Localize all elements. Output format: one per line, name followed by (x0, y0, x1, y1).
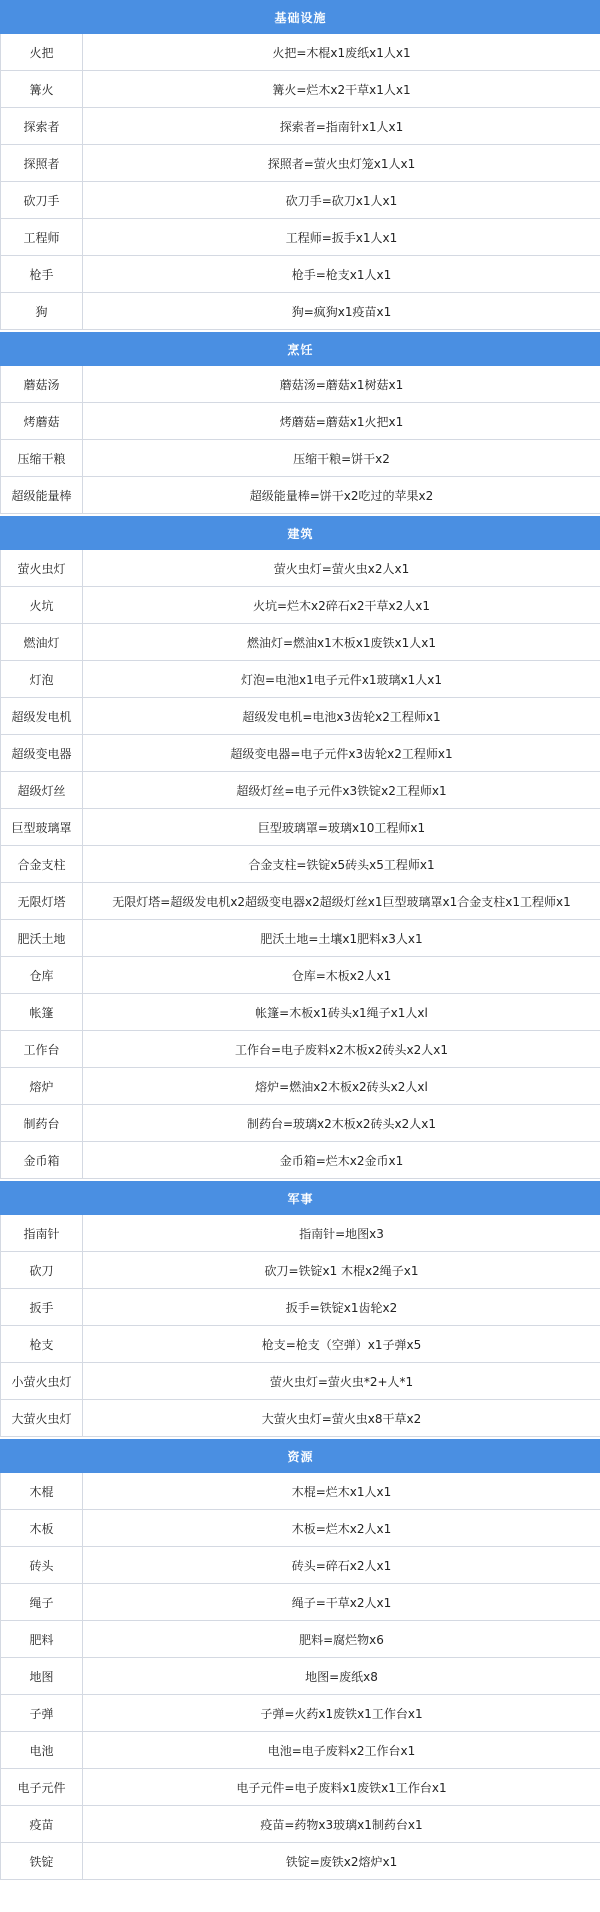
recipe-row (1, 1473, 600, 1510)
recipe-formula-cell: 木板=烂木x2人x1 (83, 1510, 600, 1547)
recipe-formula-cell: 萤火虫灯=萤火虫*2+人*1 (83, 1363, 600, 1400)
item-name-cell: 超级能量棒 (1, 477, 83, 514)
item-name-cell: 砍刀 (1, 1252, 83, 1289)
recipe-row (1, 920, 600, 957)
item-name-cell: 木板 (1, 1510, 83, 1547)
recipe-formula-cell: 狗=疯狗x1疫苗x1 (83, 293, 600, 330)
recipe-formula-cell: 木棍=烂木x1人x1 (83, 1473, 600, 1510)
recipe-row (1, 108, 600, 145)
recipe-row (1, 71, 600, 108)
recipe-formula-cell: 砍刀手=砍刀x1人x1 (83, 182, 600, 219)
recipe-formula-cell: 大萤火虫灯=萤火虫x8干草x2 (83, 1400, 600, 1437)
recipe-formula-cell: 肥料=腐烂物x6 (83, 1621, 600, 1658)
recipe-row (1, 1289, 600, 1326)
recipe-formula-cell: 火坑=烂木x2碎石x2干草x2人x1 (83, 587, 600, 624)
item-name-cell: 火坑 (1, 587, 83, 624)
item-name-cell: 帐篷 (1, 994, 83, 1031)
recipe-row (1, 661, 600, 698)
section-title: 建筑 (1, 517, 600, 550)
recipe-row (1, 182, 600, 219)
section-title: 军事 (1, 1182, 600, 1215)
recipe-row (1, 34, 600, 71)
recipe-row (1, 219, 600, 256)
recipe-table-body (1, 1, 600, 1880)
recipe-formula-cell: 电池=电子废料x2工作台x1 (83, 1732, 600, 1769)
recipe-row (1, 403, 600, 440)
recipe-row (1, 1621, 600, 1658)
item-name-cell: 压缩干粮 (1, 440, 83, 477)
item-name-cell: 探照者 (1, 145, 83, 182)
section-header-row (1, 333, 600, 366)
item-name-cell: 燃油灯 (1, 624, 83, 661)
recipe-row (1, 809, 600, 846)
item-name-cell: 子弹 (1, 1695, 83, 1732)
recipe-formula-cell: 仓库=木板x2人x1 (83, 957, 600, 994)
recipe-row (1, 994, 600, 1031)
item-name-cell: 狗 (1, 293, 83, 330)
item-name-cell: 工程师 (1, 219, 83, 256)
section-title: 资源 (1, 1440, 600, 1473)
recipe-row (1, 957, 600, 994)
recipe-formula-cell: 工程师=扳手x1人x1 (83, 219, 600, 256)
recipe-formula-cell: 超级变电器=电子元件x3齿轮x2工程师x1 (83, 735, 600, 772)
recipe-row (1, 1105, 600, 1142)
recipe-row (1, 1658, 600, 1695)
recipe-row (1, 624, 600, 661)
recipe-row (1, 1068, 600, 1105)
recipe-formula-cell: 砖头=碎石x2人x1 (83, 1547, 600, 1584)
recipe-formula-cell: 指南针=地图x3 (83, 1215, 600, 1252)
item-name-cell: 枪手 (1, 256, 83, 293)
recipe-row (1, 1215, 600, 1252)
recipe-formula-cell: 探照者=萤火虫灯笼x1人x1 (83, 145, 600, 182)
item-name-cell: 工作台 (1, 1031, 83, 1068)
recipe-row (1, 145, 600, 182)
recipe-formula-cell: 疫苗=药物x3玻璃x1制药台x1 (83, 1806, 600, 1843)
recipe-formula-cell: 制药台=玻璃x2木板x2砖头x2人x1 (83, 1105, 600, 1142)
recipe-row (1, 1843, 600, 1880)
item-name-cell: 木棍 (1, 1473, 83, 1510)
section-title: 基础设施 (1, 1, 600, 34)
item-name-cell: 地图 (1, 1658, 83, 1695)
recipe-row (1, 1363, 600, 1400)
recipe-row (1, 846, 600, 883)
section-header-row (1, 1, 600, 34)
item-name-cell: 电子元件 (1, 1769, 83, 1806)
recipe-formula-cell: 子弹=火药x1废铁x1工作台x1 (83, 1695, 600, 1732)
recipe-formula-cell: 压缩干粮=饼干x2 (83, 440, 600, 477)
item-name-cell: 砍刀手 (1, 182, 83, 219)
recipe-formula-cell: 地图=废纸x8 (83, 1658, 600, 1695)
recipe-row (1, 1326, 600, 1363)
item-name-cell: 枪支 (1, 1326, 83, 1363)
recipe-formula-cell: 扳手=铁锭x1齿轮x2 (83, 1289, 600, 1326)
recipe-row (1, 1584, 600, 1621)
recipe-formula-cell: 火把=木棍x1废纸x1人x1 (83, 34, 600, 71)
item-name-cell: 超级灯丝 (1, 772, 83, 809)
recipe-formula-cell: 篝火=烂木x2干草x1人x1 (83, 71, 600, 108)
recipe-formula-cell: 合金支柱=铁锭x5砖头x5工程师x1 (83, 846, 600, 883)
item-name-cell: 疫苗 (1, 1806, 83, 1843)
item-name-cell: 探索者 (1, 108, 83, 145)
recipe-formula-cell: 无限灯塔=超级发电机x2超级变电器x2超级灯丝x1巨型玻璃罩x1合金支柱x1工程师x1 (83, 883, 600, 920)
item-name-cell: 烤蘑菇 (1, 403, 83, 440)
item-name-cell: 巨型玻璃罩 (1, 809, 83, 846)
recipe-row (1, 1806, 600, 1843)
recipe-row (1, 698, 600, 735)
recipe-formula-cell: 枪手=枪支x1人x1 (83, 256, 600, 293)
recipe-formula-cell: 蘑菇汤=蘑菇x1树菇x1 (83, 366, 600, 403)
recipe-formula-cell: 铁锭=废铁x2熔炉x1 (83, 1843, 600, 1880)
recipe-row (1, 1769, 600, 1806)
recipe-row (1, 883, 600, 920)
recipe-row (1, 1547, 600, 1584)
recipe-row (1, 772, 600, 809)
recipe-row (1, 293, 600, 330)
recipe-row (1, 1510, 600, 1547)
item-name-cell: 肥沃土地 (1, 920, 83, 957)
item-name-cell: 火把 (1, 34, 83, 71)
item-name-cell: 绳子 (1, 1584, 83, 1621)
recipe-formula-cell: 萤火虫灯=萤火虫x2人x1 (83, 550, 600, 587)
recipe-formula-cell: 超级发电机=电池x3齿轮x2工程师x1 (83, 698, 600, 735)
recipe-formula-cell: 探索者=指南针x1人x1 (83, 108, 600, 145)
item-name-cell: 蘑菇汤 (1, 366, 83, 403)
recipe-formula-cell: 绳子=干草x2人x1 (83, 1584, 600, 1621)
recipe-formula-cell: 灯泡=电池x1电子元件x1玻璃x1人x1 (83, 661, 600, 698)
recipe-formula-cell: 枪支=枪支（空弹）x1子弹x5 (83, 1326, 600, 1363)
item-name-cell: 仓库 (1, 957, 83, 994)
recipe-formula-cell: 工作台=电子废料x2木板x2砖头x2人x1 (83, 1031, 600, 1068)
item-name-cell: 萤火虫灯 (1, 550, 83, 587)
item-name-cell: 扳手 (1, 1289, 83, 1326)
item-name-cell: 超级变电器 (1, 735, 83, 772)
recipe-row (1, 1695, 600, 1732)
recipe-formula-cell: 砍刀=铁锭x1 木棍x2绳子x1 (83, 1252, 600, 1289)
recipe-formula-cell: 帐篷=木板x1砖头x1绳子x1人xl (83, 994, 600, 1031)
item-name-cell: 铁锭 (1, 1843, 83, 1880)
recipe-row (1, 1142, 600, 1179)
section-title: 烹饪 (1, 333, 600, 366)
item-name-cell: 金币箱 (1, 1142, 83, 1179)
section-header-row (1, 1182, 600, 1215)
item-name-cell: 大萤火虫灯 (1, 1400, 83, 1437)
item-name-cell: 电池 (1, 1732, 83, 1769)
recipe-formula-cell: 电子元件=电子废料x1废铁x1工作台x1 (83, 1769, 600, 1806)
recipe-row (1, 366, 600, 403)
recipe-formula-cell: 烤蘑菇=蘑菇x1火把x1 (83, 403, 600, 440)
recipe-formula-cell: 超级能量棒=饼干x2吃过的苹果x2 (83, 477, 600, 514)
recipe-formula-cell: 超级灯丝=电子元件x3铁锭x2工程师x1 (83, 772, 600, 809)
recipe-row (1, 1400, 600, 1437)
item-name-cell: 小萤火虫灯 (1, 1363, 83, 1400)
recipe-row (1, 1252, 600, 1289)
item-name-cell: 超级发电机 (1, 698, 83, 735)
item-name-cell: 无限灯塔 (1, 883, 83, 920)
item-name-cell: 合金支柱 (1, 846, 83, 883)
item-name-cell: 篝火 (1, 71, 83, 108)
recipe-formula-cell: 金币箱=烂木x2金币x1 (83, 1142, 600, 1179)
item-name-cell: 指南针 (1, 1215, 83, 1252)
recipe-formula-cell: 肥沃土地=土壤x1肥料x3人x1 (83, 920, 600, 957)
item-name-cell: 灯泡 (1, 661, 83, 698)
recipe-row (1, 256, 600, 293)
item-name-cell: 熔炉 (1, 1068, 83, 1105)
item-name-cell: 肥料 (1, 1621, 83, 1658)
recipe-row (1, 587, 600, 624)
recipe-row (1, 1732, 600, 1769)
section-header-row (1, 1440, 600, 1473)
item-name-cell: 制药台 (1, 1105, 83, 1142)
recipe-formula-cell: 熔炉=燃油x2木板x2砖头x2人xl (83, 1068, 600, 1105)
recipe-row (1, 1031, 600, 1068)
recipe-row (1, 735, 600, 772)
section-header-row (1, 517, 600, 550)
recipe-row (1, 550, 600, 587)
recipe-formula-cell: 巨型玻璃罩=玻璃x10工程师x1 (83, 809, 600, 846)
item-name-cell: 砖头 (1, 1547, 83, 1584)
recipe-row (1, 440, 600, 477)
recipe-row (1, 477, 600, 514)
recipe-formula-cell: 燃油灯=燃油x1木板x1废铁x1人x1 (83, 624, 600, 661)
